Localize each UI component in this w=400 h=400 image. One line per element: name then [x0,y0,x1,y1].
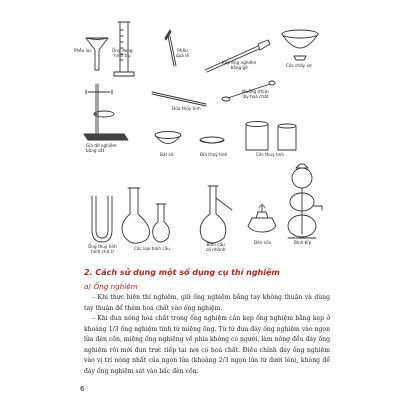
label-side-arm-flask: Bình cầu có nhánh [206,242,226,252]
label-lab-stand: Giá đỡ nghiệm bằng sắt [86,143,117,153]
label-glass-rod: Đũa thủy tinh [172,106,201,111]
glass-rod-illustration [152,92,206,106]
label-round-flasks: Các loại bình cầu [134,246,170,251]
label-kipp: Bình Kíp [294,240,312,245]
kipp-apparatus-illustration [288,164,322,238]
section-subheading: a) Ống nghiệm [84,282,138,291]
section-heading: 2. Cách sử dụng một số dụng cụ thí nghiệm [84,268,280,277]
paragraph-1: – Khi thực hiện thí nghiệm, giữ ống nghiệm bằng tay không thuận và dùng tay thuận để thêm hoá chất vào ống nghiệm. [84,294,330,312]
watch-glass-illustration [200,137,224,143]
label-watch-glass: Đĩa thuỷ tinh [200,152,228,157]
side-arm-flask-illustration [200,186,232,243]
label-dropper: Phễu quả lê [176,48,189,58]
label-funnel: Phễu lọc [74,48,92,53]
label-u-tube: Ống thuỷ tinh hình chữ U [88,244,117,254]
label-bowl: Bát sứ [160,152,174,157]
lab-stand-illustration [84,84,128,140]
alcohol-lamp-illustration [248,204,276,232]
label-spatula: Muỗng (thìa) lấy hoá chất [242,89,269,99]
label-alcohol-lamp: Đèn cồn [254,240,272,245]
dropper-illustration [165,30,176,66]
paragraph-2: – Khi đun nóng hoá chất trong ống nghiệm cần kẹp ống nghiệm bằng kẹp ở khoảng 1/3 ống nghiệm tính từ miệng ống. Từ từ đưa đáy ống nghiệm vào ngọn lửa đèn cồn, miệng ống nghiệng về phía không có người, làm nóng đều đáy ống nghiệm rồi mới đun trực tiếp tại nơi có hoá chất. Điều chỉnh đáy ống nghiệm vào vị trí nóng nhất của ngọn lửa (khoảng 2/3 ngọn lửa từ dưới lên), không để đáy ống nghiệm sát vào bấc đèn cồn. [84,315,330,375]
label-test-tube-clamp: Kẹp ống nghiệm bằng gỗ [222,60,257,70]
label-graduated-cylinder: Ống đong hình trụ [112,48,133,58]
label-beakers: Cốc thuỷ tinh [256,152,284,157]
u-tube-illustration [92,196,112,242]
evaporating-dish-illustration [282,30,318,60]
funnel-illustration [86,38,108,70]
beakers-illustration [246,122,296,151]
round-flasks-illustration [122,188,169,243]
porcelain-bowl-illustration [155,132,181,144]
label-evaporating-dish: Cốc chảy xơ [286,63,312,68]
page-number: 6 [80,385,85,393]
